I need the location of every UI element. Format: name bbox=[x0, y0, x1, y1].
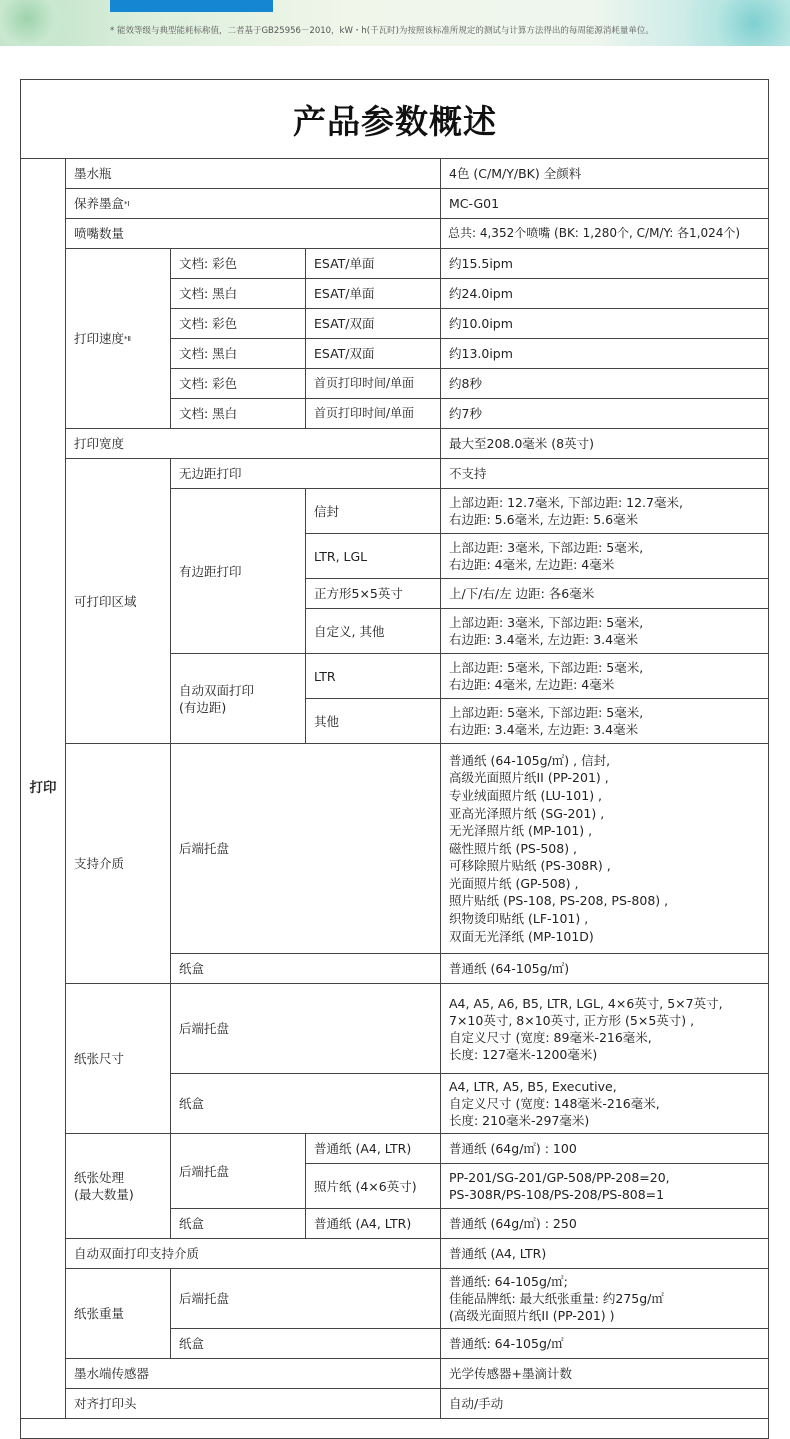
media-list: 普通纸 (64-105g/㎡) , 信封, 高级光面照片纸II (PP-201) , 专业绒面照片纸 (LU-101) , 亚高光泽照片纸 (SG-201) , 无光泽照片纸 (MP-101) , 磁性照片纸 (PS-508) , 可移除照片贴纸 (PS-308R) , 光面照片纸 (GP-508) , 照片贴纸 (PS-108, PS-208, PS-808) , 织物烫印贴纸 (LF-101) , 双面无光泽纸 (MP-101D) bbox=[441, 744, 769, 954]
capacity-value: 普通纸 (64g/㎡) : 250 bbox=[441, 1209, 769, 1239]
banner-decoration bbox=[670, 0, 790, 46]
row-label: 纸张尺寸 bbox=[66, 984, 171, 1134]
tray-label: 纸盒 bbox=[171, 954, 441, 984]
area-sub-label: 自动双面打印 (有边距) bbox=[171, 654, 306, 744]
banner-decoration bbox=[0, 0, 90, 46]
speed-value: 约10.0ipm bbox=[441, 309, 769, 339]
speed-mode: 首页打印时间/单面 bbox=[306, 369, 441, 399]
weight-value: 普通纸: 64-105g/㎡ bbox=[441, 1329, 769, 1359]
row-label: 纸张处理 (最大数量) bbox=[66, 1134, 171, 1239]
row-value: MC-G01 bbox=[441, 189, 769, 219]
margin-value: 上/下/右/左 边距: 各6毫米 bbox=[441, 579, 769, 609]
row-value: 最大至208.0毫米 (8英寸) bbox=[441, 429, 769, 459]
weight-value: 普通纸: 64-105g/㎡; 佳能品牌纸: 最大纸张重量: 约275g/㎡ (高级光面照片纸II (PP-201) ) bbox=[441, 1269, 769, 1329]
speed-mode: ESAT/双面 bbox=[306, 309, 441, 339]
margin-value: 上部边距: 5毫米, 下部边距: 5毫米, 右边距: 4毫米, 左边距: 4毫米 bbox=[441, 654, 769, 699]
top-banner bbox=[0, 0, 790, 46]
tray-label: 纸盒 bbox=[171, 1074, 441, 1134]
row-label: 对齐打印头 bbox=[66, 1389, 441, 1419]
footnote-mark: *Ⅱ bbox=[124, 334, 131, 343]
row-value: 普通纸 (A4, LTR) bbox=[441, 1239, 769, 1269]
tray-label: 后端托盘 bbox=[171, 1269, 441, 1329]
row-value: 不支持 bbox=[441, 459, 769, 489]
margin-value: 上部边距: 3毫米, 下部边距: 5毫米, 右边距: 4毫米, 左边距: 4毫米 bbox=[441, 534, 769, 579]
tray-label: 后端托盘 bbox=[171, 984, 441, 1074]
media-type: LTR bbox=[306, 654, 441, 699]
margin-value: 上部边距: 3毫米, 下部边距: 5毫米, 右边距: 3.4毫米, 左边距: 3.4毫米 bbox=[441, 609, 769, 654]
row-label: 支持介质 bbox=[66, 744, 171, 984]
row-value: 自动/手动 bbox=[441, 1389, 769, 1419]
row-label: 喷嘴数量 bbox=[66, 219, 441, 249]
speed-value: 约24.0ipm bbox=[441, 279, 769, 309]
media-type: 信封 bbox=[306, 489, 441, 534]
speed-mode: ESAT/单面 bbox=[306, 279, 441, 309]
row-value: 光学传感器+墨滴计数 bbox=[441, 1359, 769, 1389]
media-type: 其他 bbox=[306, 699, 441, 744]
row-label: 可打印区域 bbox=[66, 459, 171, 744]
row-label: 自动双面打印支持介质 bbox=[66, 1239, 441, 1269]
tray-label: 纸盒 bbox=[171, 1209, 306, 1239]
footnote-mark: *Ⅰ bbox=[124, 199, 130, 208]
speed-value: 约13.0ipm bbox=[441, 339, 769, 369]
tray-label: 后端托盘 bbox=[171, 744, 441, 954]
row-label: 纸张重量 bbox=[66, 1269, 171, 1359]
margin-value: 上部边距: 12.7毫米, 下部边距: 12.7毫米, 右边距: 5.6毫米, 左边距: 5.6毫米 bbox=[441, 489, 769, 534]
tray-label: 后端托盘 bbox=[171, 1134, 306, 1209]
speed-doc: 文档: 黑白 bbox=[171, 279, 306, 309]
row-label: 打印宽度 bbox=[66, 429, 441, 459]
row-label: 打印速度 *Ⅱ bbox=[66, 249, 171, 429]
speed-mode: ESAT/双面 bbox=[306, 339, 441, 369]
speed-doc: 文档: 黑白 bbox=[171, 339, 306, 369]
energy-footnote: * 能效等级与典型能耗标称值，二者基于GB25956－2010，kW・h(千瓦时)为按照该标准所规定的测试与计算方法得出的每周能源消耗量单位。 bbox=[110, 26, 654, 36]
speed-doc: 文档: 彩色 bbox=[171, 369, 306, 399]
size-list: A4, LTR, A5, B5, Executive, 自定义尺寸 (宽度: 148毫米-216毫米, 长度: 210毫米-297毫米) bbox=[441, 1074, 769, 1134]
speed-mode: ESAT/单面 bbox=[306, 249, 441, 279]
banner-accent-bar bbox=[110, 0, 273, 12]
margin-value: 上部边距: 5毫米, 下部边距: 5毫米, 右边距: 3.4毫米, 左边距: 3.4毫米 bbox=[441, 699, 769, 744]
speed-value: 约15.5ipm bbox=[441, 249, 769, 279]
media-type: 照片纸 (4×6英寸) bbox=[306, 1164, 441, 1209]
area-sub-label: 无边距打印 bbox=[171, 459, 441, 489]
row-label: 保养墨盒 *Ⅰ bbox=[66, 189, 441, 219]
page-title: 产品参数概述 bbox=[21, 80, 769, 159]
size-list: A4, A5, A6, B5, LTR, LGL, 4×6英寸, 5×7英寸, 7×10英寸, 8×10英寸, 正方形 (5×5英寸) , 自定义尺寸 (宽度: 89毫米-216毫米, 长度: 127毫米-1200毫米) bbox=[441, 984, 769, 1074]
media-type: LTR, LGL bbox=[306, 534, 441, 579]
area-sub-label: 有边距打印 bbox=[171, 489, 306, 654]
row-label: 墨水瓶 bbox=[66, 159, 441, 189]
row-value: 普通纸 (64-105g/㎡) bbox=[441, 954, 769, 984]
media-type: 普通纸 (A4, LTR) bbox=[306, 1209, 441, 1239]
speed-mode: 首页打印时间/单面 bbox=[306, 399, 441, 429]
row-label: 墨水端传感器 bbox=[66, 1359, 441, 1389]
tray-label: 纸盒 bbox=[171, 1329, 441, 1359]
capacity-value: PP-201/SG-201/GP-508/PP-208=20, PS-308R/PS-108/PS-208/PS-808=1 bbox=[441, 1164, 769, 1209]
speed-doc: 文档: 彩色 bbox=[171, 249, 306, 279]
media-type: 正方形5×5英寸 bbox=[306, 579, 441, 609]
speed-doc: 文档: 彩色 bbox=[171, 309, 306, 339]
group-label-print: 打印 bbox=[21, 159, 66, 1419]
speed-value: 约8秒 bbox=[441, 369, 769, 399]
row-value: 4色 (C/M/Y/BK) 全颜料 bbox=[441, 159, 769, 189]
row-value: 总共: 4,352个喷嘴 (BK: 1,280个, C/M/Y: 各1,024个) bbox=[441, 219, 769, 249]
capacity-value: 普通纸 (64g/㎡) : 100 bbox=[441, 1134, 769, 1164]
media-type: 自定义, 其他 bbox=[306, 609, 441, 654]
speed-doc: 文档: 黑白 bbox=[171, 399, 306, 429]
speed-value: 约7秒 bbox=[441, 399, 769, 429]
media-type: 普通纸 (A4, LTR) bbox=[306, 1134, 441, 1164]
